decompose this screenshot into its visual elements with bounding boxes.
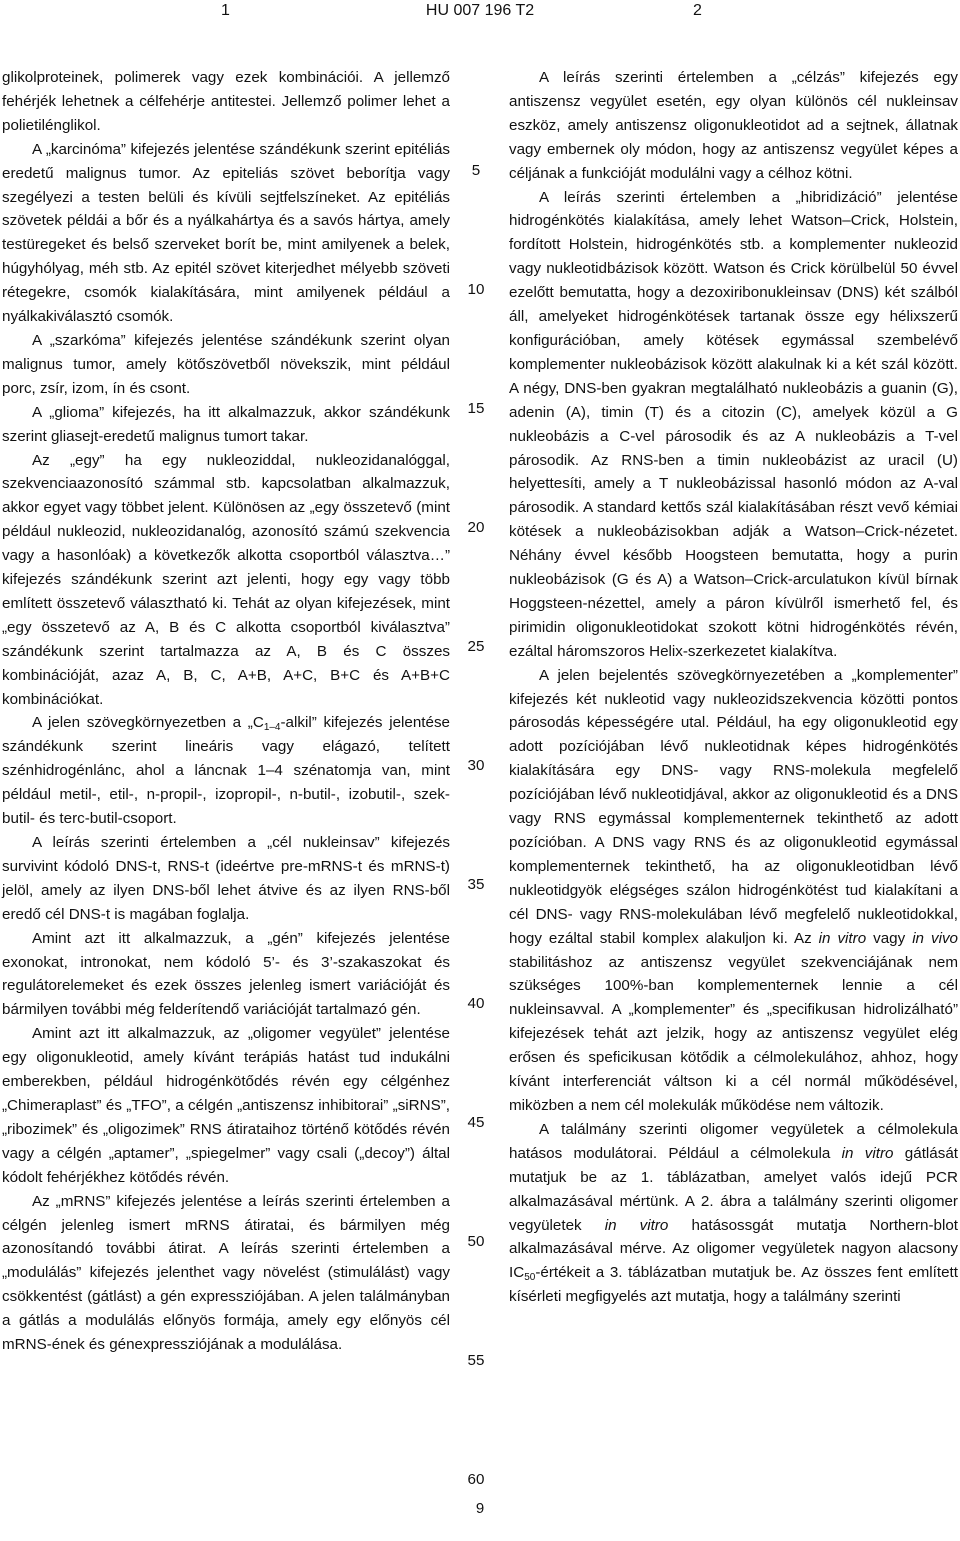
footer-page-number: 9 [475,1500,485,1517]
line-number: 45 [467,1114,485,1131]
text-span: -alkil” kifejezés jelentése szándékunk szerint lineáris vagy elágazó, telített szénhidrogénlánc, ahol a láncnak 1–4 szénatomja van, mint például metil-, etil-, n-propil-, izopropil-, n-butil-, izobutil-, szek-butil- és terc-butil-csoport. [2,714,450,828]
italic-text: in vitro [604,1216,669,1234]
line-number: 40 [467,995,485,1012]
line-number: 15 [467,400,485,417]
line-number: 5 [471,162,481,179]
text-span: -értékeit a 3. táblázatban mutatjuk be. Az összes fent említett kísérleti megfigyelés azt mutatja, hogy a találmány szerinti [509,1264,958,1306]
text-span: A jelen bejelentés szövegkörnyezetében a „komplementer” kifejezés két nukleotid vagy nukleozidszekvencia közötti pontos párosodás képességére utal. Például, ha egy oligonukleotid egy adott pozíciójában lévő nukleotidnak képes hidrogénkötés kialakítására egy DNS- vagy RNS-molekula megfelelő pozíciójában lévő nukleotidjával, akkor az oligonukleotid és a DNS vagy RNS egymással komplementernek tekinthető az adott pozícióban. A DNS vagy RNS és az oligonukleotid egymással komplementernek tekinthető, ha az oligonukleotidban lévő nukleotidgyök elégséges szálon hidrogénkötést tud kialakítani a cél DNS- vagy RNS-molekulában lévő megfelelő nukleotidokkal, hogy ezáltal stabil komplex alakuljon ki. Az [509,666,958,947]
paragraph: A „karcinóma” kifejezés jelentése szándékunk szerint epitéliás eredetű malignus tumor. Az epiteliás szövet beborítja vagy szegélyezi a testen belüli és kívüli sejtfelszíneket. Az epitéliás szövetek példái a bőr és a nyálkahártya és a savós hártya, amely testüregeket és belső szerveket borít be, mint amilyenek a belek, húgyhólyag, méh stb. Az epitél szövet kiterjedhet mélyebb szöveti rétegekre, csomók kialakítására, mint amilyenek például a nyálkakiválasztó csomók. [2,140,450,326]
text-span: hatásossgát mutatja Northern-blot alkalmazásával mérve. Az oligomer vegyületek nagyon alacsony IC [509,1216,959,1282]
line-number: 60 [467,1471,485,1488]
text-span: stabilitáshoz az antiszensz vegyület szekvenciájának nem szükséges 100%-ban komplementernek lennie a cél nukleinsavval. A „komplementer” és „specifikusan hidrolizálható” kifejezések tehát azt jelzik, hogy az antiszensz vegyület elég erősen és speficikusan kötődik a célmolekulához, ahhoz, hogy kívánt interferenciát váltson ki a cél normál működésével, miközben a nem cél molekulák működése nem változik. [509,953,958,1114]
left-column [2,66,450,1357]
line-number: 50 [467,1233,485,1250]
paragraph: Az „egy” ha egy nukleoziddal, nukleozidanalóggal, szekvenciaazonosító számmal stb. kapcsolatban alkalmazzuk, akkor egyet vagy többet jelent. Különösen az „egy összetevő (mint például nukleozid, nukleozidanalóg, azonosító számú szekvencia vagy a hasonlóak) a következők alkotta csoportból választva…” kifejezés szándékunk szerint azt jelenti, hogy egy vagy több említett összetevő választható ki. Tehát az olyan kifejezések, mint „egy összetevő az A, B és C alkotta csoportból kiválasztva” szándékunk szerint tartalmazza az A, B és C összes kombinációját, azaz A, B, C, A+B, A+C, B+C és A+B+C kombinációkat. [2,451,450,708]
paragraph: A leírás szerinti értelemben a „cél nukleinsav” kifejezés survivint kódoló DNS-t, RNS-t (ideértve pre-mRNS-t és mRNS-t) jelöl, amely az ilyen DNS-ből lehet átvive és az ilyen RNS-ből eredő cél DNS-t is magában foglalja. [2,834,450,923]
paragraph [509,1118,958,1309]
page-number-right: 2 [693,2,702,19]
paragraph: Amint azt itt alkalmazzuk, az „oligomer vegyület” jelentése egy oligonukleotid, amely kívánt terápiás hatást tud indukálni emberekben, például hidrogénkötődés révén egy célgénhez „Chimeraplast” és „TFO”, a célgén „antiszensz inhibitorai” „siRNS”, „ribozimek” és „oligozimek” RNS átirataihoz történő kötődés révén vagy a célgén „aptamer”, „spiegelmer” vagy csali („decoy”) által kódolt fehérjékhez kötődés révén. [2,1025,450,1186]
line-number: 20 [467,519,485,536]
paragraph: A „szarkóma” kifejezés jelentése szándékunk szerint olyan malignus tumor, amely kötőszövetből növekszik, mint például porc, zsír, izom, ín és csont. [2,331,450,397]
text-span: gátlását mutatjuk be az 1. táblázatban, amelyet valós idejű PCR alkalmazásával mértünk. A 2. ábra a találmány szerinti oligomer vegyületek [509,1144,958,1234]
paragraph [509,664,958,1118]
paragraph: Az „mRNS” kifejezés jelentése a leírás szerinti értelemben a célgén jelenleg ismert mRNS átiratai, és bármilyen még azonosítandó további átirat. A leírás szerinti értelemben a „modulálás” kifejezés jelenthet vagy növelést (stimulálást) vagy csökkentést (gátlást) a gén expressziójában. A jelen találmányban a gátlás a modulálás előnyös formája, amely egy előnyös cél mRNS-ének és génexpressziójának a modulálása. [2,1192,450,1354]
subscript: 50 [524,1272,536,1284]
line-number: 25 [467,638,485,655]
text-span: A találmány szerinti oligomer vegyületek a célmolekula hatásos modulátorai. Például a célmolekula [509,1120,958,1162]
paragraph: glikolproteinek, polimerek vagy ezek kombinációi. A jellemző fehérjék lehetnek a célfehérje antitestei. Jellemző polimer lehet a polietilénglikol. [2,69,450,134]
italic-text: in vitro [841,1144,894,1162]
paragraph: Amint azt itt alkalmazzuk, a „gén” kifejezés jelentése exonokat, intronokat, nem kódoló 5’- és 3’-szakaszokat és regulátorelemeket és ezek összes jelenleg ismert variációját és bármilyen további még felderítendő variációját tartalmazó gén. [2,929,450,1019]
page-footer [0,1500,960,1517]
line-number: 30 [467,757,485,774]
line-number: 10 [467,281,485,298]
line-number: 35 [467,876,485,893]
text-span: vagy [866,929,913,947]
right-column [509,66,958,1309]
paragraph: A leírás szerinti értelemben a „hibridizáció” jelentése hidrogénkötés kialakítása, amely lehet Watson–Crick, Holstein, fordított Holstein, hidrogénkötés stb. a komplementer nukleozid vagy nukleotidbázisok között. Watson és Crick körülbelül 50 évvel ezelőtt bemutatta, hogy a dezoxiribonukleinsav (DNS) két szálból áll, amelyeket hidrogénkötések tartanak össze egy hélixszerű konfigurációban, amely kötések egymással szembelévő komplementer nukleobázisok között alakulnak ki a két szál között. A négy, DNS-ben gyakran megtalálható nukleobázis a guanin (G), adenin (A), timin (T) és a citozin (C), amelyek közül a G nukleobázis a C-vel párosodik és az A nukleobázis a T-vel párosodik. Az RNS-ben a timin nukleobázist az uracil (U) helyettesíti, amely a T nukleobázissal hasonló módon az A-val párosodik. A standard kettős szál kialakításában részt vevő kémiai kötések a nukleobázisokban adják a Watson–Crick-nézetet. Néhány évvel később Hoogsteen bemutatta, hogy a purin nukleobázisok (G és A) a Watson–Crick-arculatukon kívül bírnak Hoggsteen-nézettel, amely a páron kívülről ismerhető fel, és pirimidin oligonukleotidokat szokott kötni hidrogénkötés révén, ezáltal háromszoros Helix-szerkezetet kialakítva. [509,188,958,660]
page-header [0,0,960,30]
line-number: 55 [467,1352,485,1369]
paragraph: A „glioma” kifejezés, ha itt alkalmazzuk, akkor szándékunk szerint gliasejt-eredetű malignus tumort takar. [2,403,450,445]
document-id: HU 007 196 T2 [425,2,535,19]
italic-text: in vitro [818,929,867,947]
subscript: 1–4 [263,722,281,734]
page-number-left: 1 [221,2,230,19]
text-span: A jelen szövegkörnyezetben a „C [32,714,264,732]
paragraph [2,711,450,831]
paragraph: A leírás szerinti értelemben a „célzás” kifejezés egy antiszensz vegyület esetén, egy olyan különös cél nukleinsav eszköz, amely antiszensz oligonukleotidot ad a sejtnek, állatnak vagy embernek oly módon, hogy az antiszensz vegyület képes a céljának a funkcióját modulálni vagy a célhoz kötni. [509,69,958,182]
italic-text: in vivo [912,929,958,947]
